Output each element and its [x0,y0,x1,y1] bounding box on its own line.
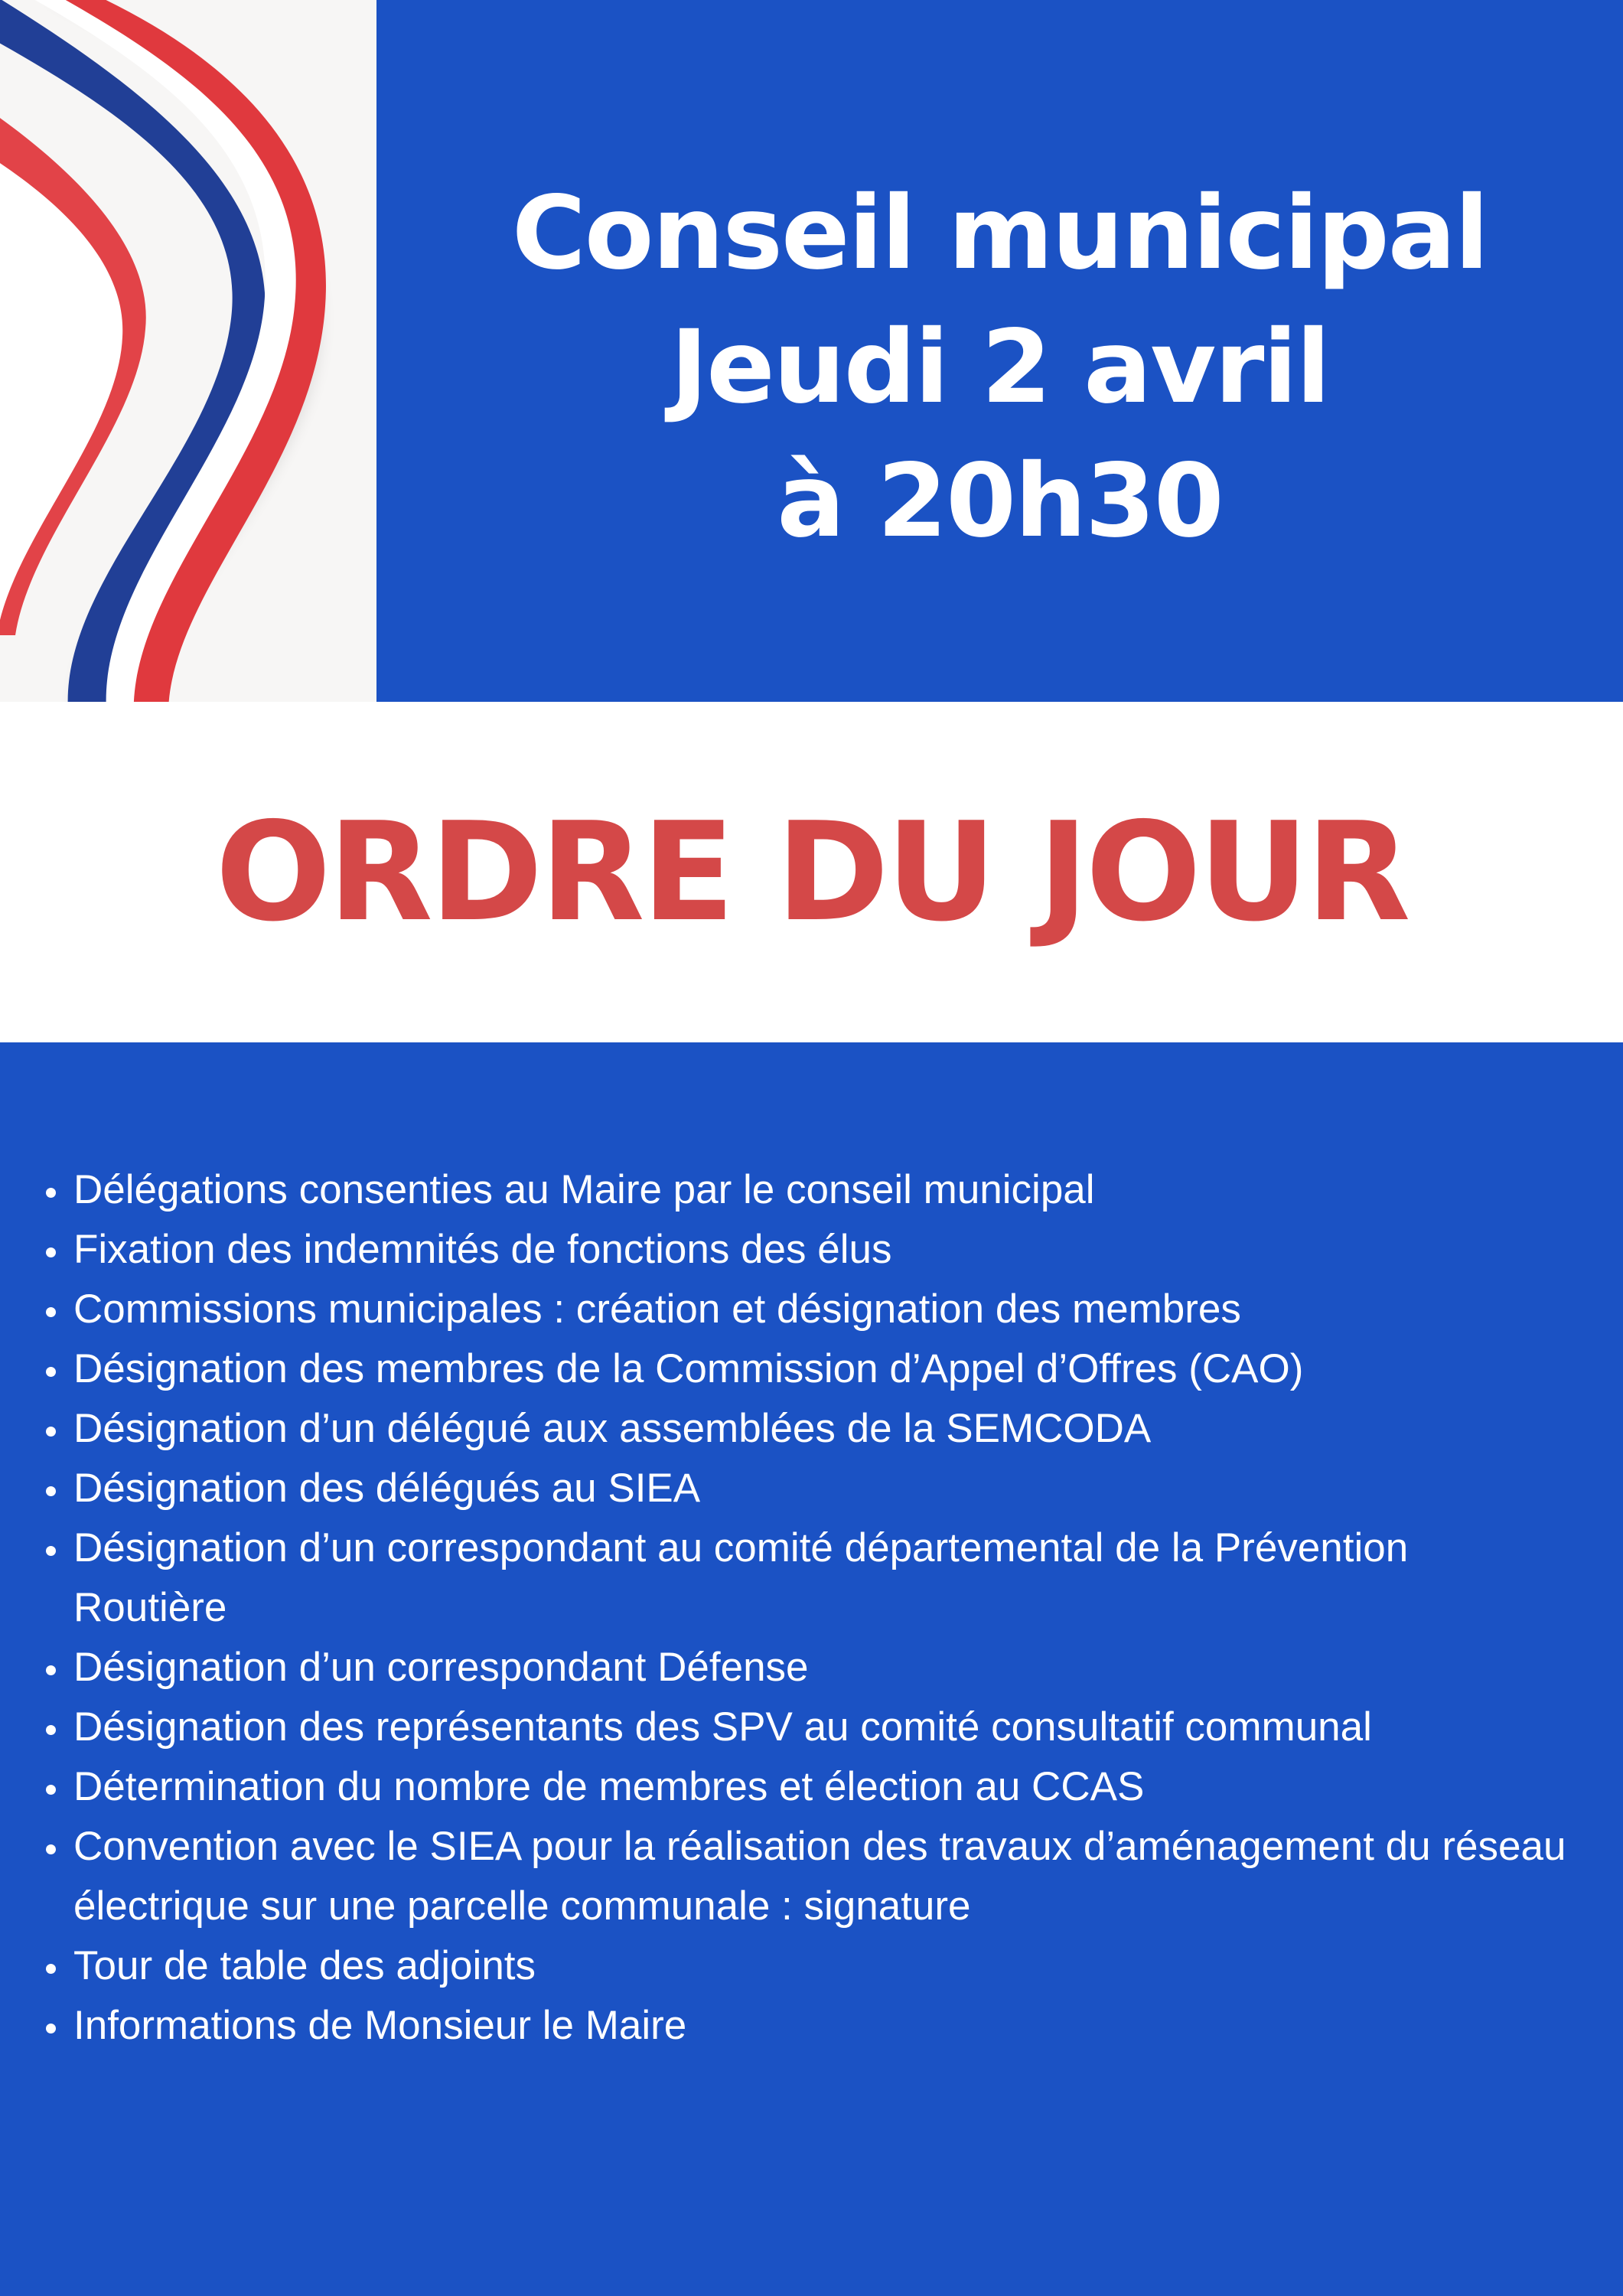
header-banner [376,0,1623,702]
agenda-item: Désignation des membres de la Commission d’Appel d’Offres (CAO) [0,1339,1569,1399]
agenda-panel [0,1042,1623,2296]
agenda-item: Désignation d’un correspondant Défense [0,1638,1569,1698]
agenda-item: Détermination du nombre de membres et élection au CCAS [0,1757,1569,1817]
meeting-title-line: Conseil municipal [511,174,1488,292]
meeting-time-line: à 20h30 [777,442,1223,560]
agenda-item: Désignation des représentants des SPV au comité consultatif communal [0,1698,1569,1757]
agenda-heading: ORDRE DU JOUR [215,793,1408,951]
agenda-item: Commissions municipales : création et désignation des membres [0,1280,1569,1339]
agenda-item: Désignation d’un correspondant au comité départemental de la Prévention Routière [0,1518,1569,1638]
meeting-date-line: Jeudi 2 avril [670,308,1329,426]
meeting-title [376,167,1623,569]
agenda-list [0,1160,1569,2056]
agenda-item: Tour de table des adjoints [0,1936,1569,1996]
agenda-item: Fixation des indemnités de fonctions des élus [0,1220,1569,1280]
agenda-item: Désignation d’un délégué aux assemblées de la SEMCODA [0,1399,1569,1459]
agenda-item: Informations de Monsieur le Maire [0,1996,1569,2056]
agenda-item: Délégations consenties au Maire par le conseil municipal [0,1160,1569,1220]
agenda-item: Convention avec le SIEA pour la réalisation des travaux d’aménagement du réseau électrique sur une parcelle communale : signature [0,1817,1569,1936]
tricolor-ribbon-image [0,0,376,702]
tricolor-ribbon-icon [0,0,376,702]
agenda-item: Désignation des délégués au SIEA [0,1459,1569,1518]
